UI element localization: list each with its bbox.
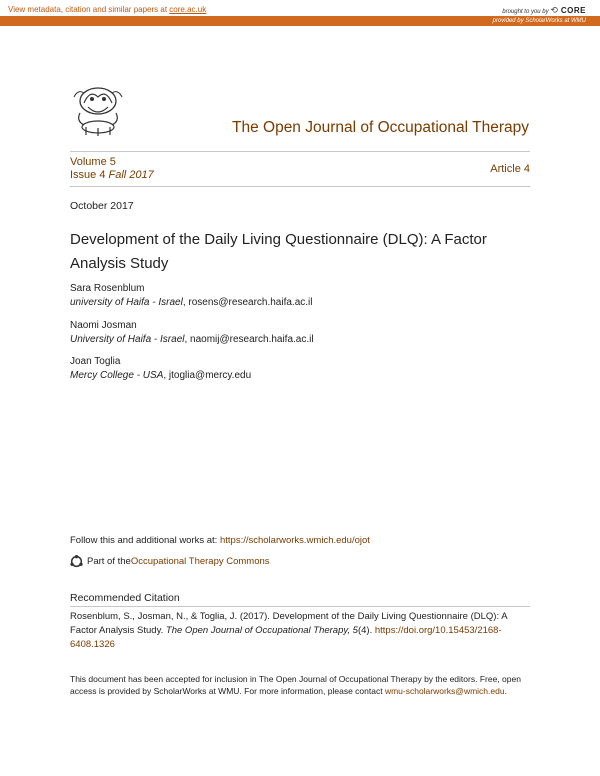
volume-link[interactable]: Volume 5 [70, 156, 116, 168]
author-1 [70, 282, 313, 310]
commons-line: Part of the Occupational Therapy Commons [70, 555, 270, 568]
commons-link[interactable]: Occupational Therapy Commons [130, 556, 270, 567]
contact-email-link[interactable]: wmu-scholarworks@wmich.edu [384, 686, 505, 696]
core-brought-by[interactable]: brought to you by ⟲ CORE [502, 5, 586, 15]
recommended-citation-heading: Recommended Citation [70, 592, 180, 604]
author-name: Joan Toglia [70, 356, 121, 367]
core-logo-icon: ⟲ [550, 5, 558, 15]
core-logo: CORE [560, 6, 586, 15]
issue-link[interactable]: Issue 4 Fall 2017 [70, 169, 154, 181]
divider [70, 186, 530, 187]
core-link[interactable]: core.ac.uk [169, 5, 207, 14]
recommended-citation: Rosenblum, S., Josman, N., & Toglia, J. (2017). Development of the Daily Living Questionnaire (DLQ): A Factor Analysis Study. The Open Journal of Occupational Therapy, 5(4). https://doi.org/10.15453/2168-6408.1326 [70, 611, 508, 650]
doi-link[interactable]: https://doi.org/10.15453/2168-6408.1326 [70, 625, 502, 650]
core-provided-strip: provided by ScholarWorks at WMU [0, 16, 600, 26]
follow-link[interactable]: https://scholarworks.wmich.edu/ojot [219, 535, 370, 546]
author-3 [70, 355, 251, 383]
author-email[interactable]: jtoglia@mercy.edu [168, 370, 252, 381]
disclaimer: This document has been accepted for inclusion in The Open Journal of Occupational Therapy by the editors. Free, open access is provided by ScholarWorks at WMU. For more information, please contact wmu-scholarworks@wmich.edu. [70, 674, 521, 696]
article-number: Article 4 [490, 163, 530, 175]
author-affiliation: university of Haifa - Israel, rosens@research.haifa.ac.il [70, 297, 313, 308]
author-name: Naomi Josman [70, 320, 137, 331]
divider [70, 606, 530, 607]
author-affiliation: Mercy College - USA, jtoglia@mercy.edu [70, 370, 252, 381]
author-2 [70, 319, 314, 347]
core-metadata-text: View metadata, citation and similar papers at core.ac.uk [8, 5, 207, 14]
publication-date: October 2017 [70, 200, 134, 212]
core-banner [0, 0, 600, 26]
journal-title[interactable]: The Open Journal of Occupational Therapy [232, 119, 529, 136]
author-name: Sara Rosenblum [70, 283, 145, 294]
volume-issue [70, 156, 154, 182]
author-email[interactable]: naomij@research.haifa.ac.il [190, 334, 314, 345]
author-email[interactable]: rosens@research.haifa.ac.il [188, 297, 313, 308]
divider [70, 151, 530, 152]
author-affiliation: University of Haifa - Israel, naomij@research.haifa.ac.il [70, 334, 314, 345]
paper-title: Development of the Daily Living Questionnaire (DLQ): A Factor Analysis Study [70, 231, 487, 272]
follow-works: Follow this and additional works at: https://scholarworks.wmich.edu/ojot [70, 535, 370, 546]
journal-logo-icon [70, 83, 126, 137]
commons-network-icon [70, 555, 83, 568]
